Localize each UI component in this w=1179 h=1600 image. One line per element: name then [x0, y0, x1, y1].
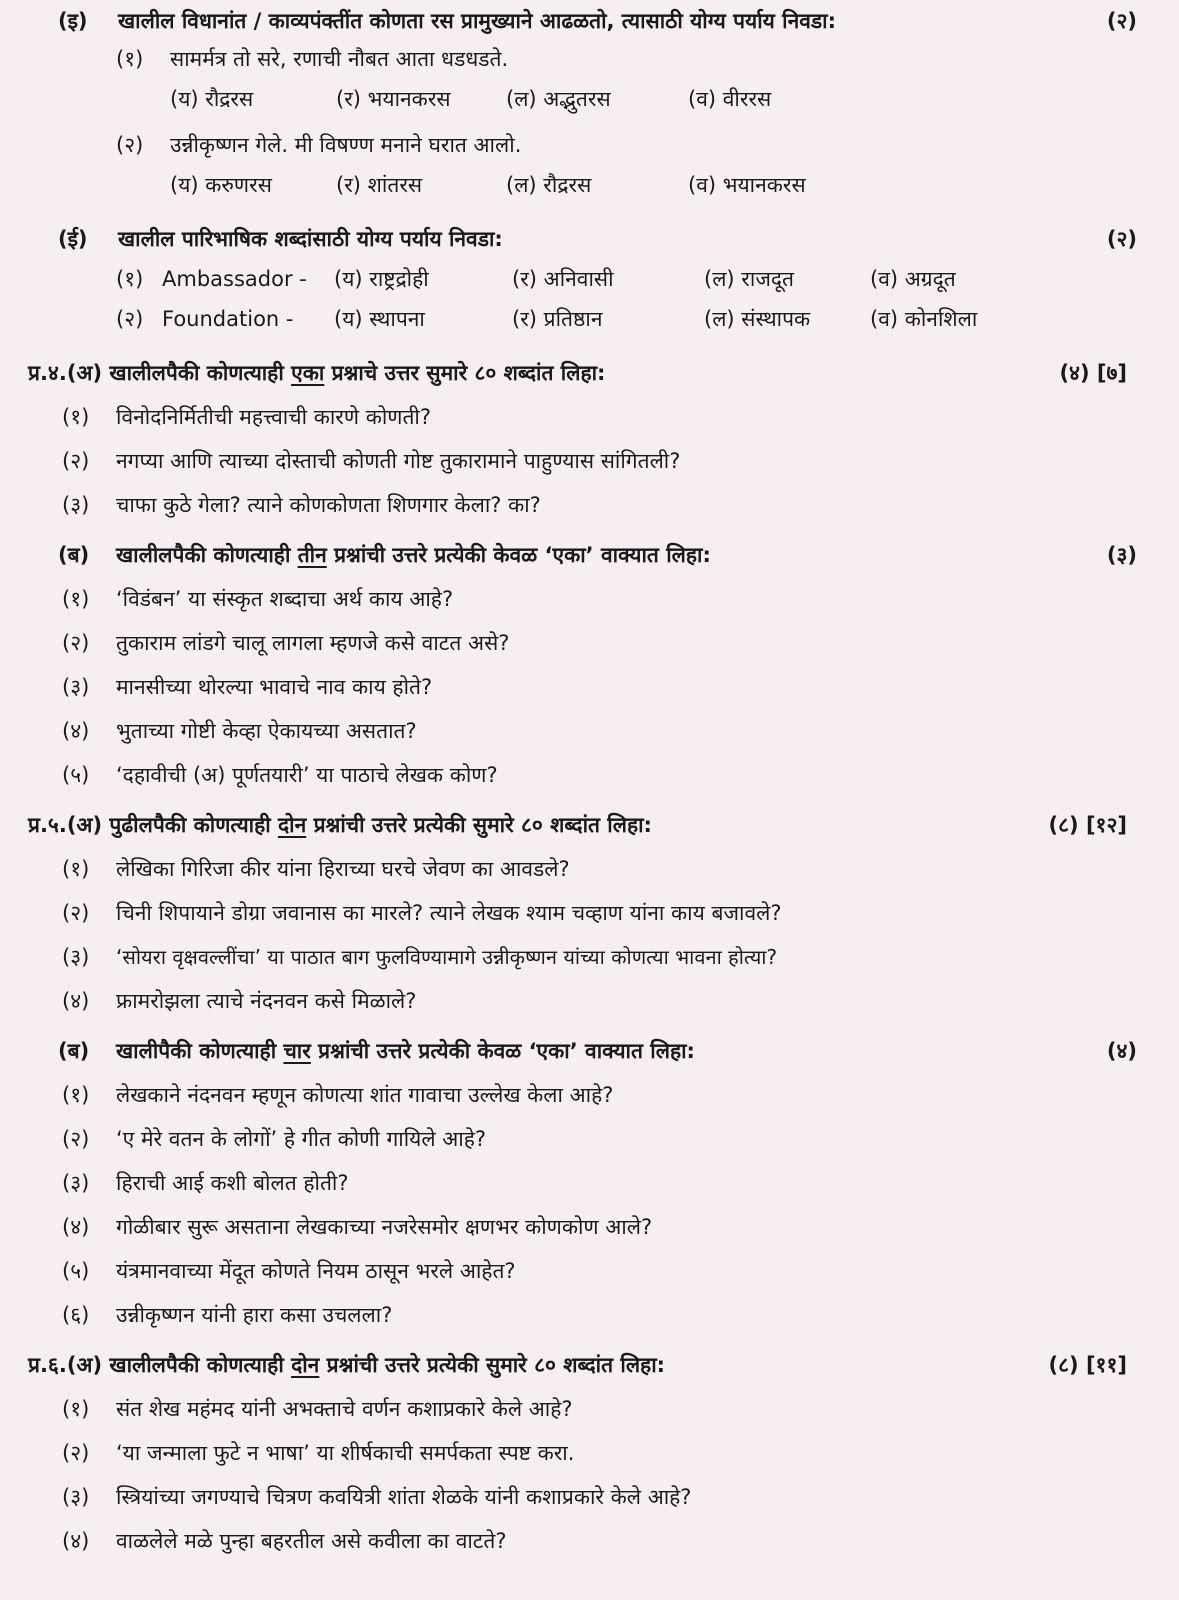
- question-number: (१): [116, 267, 144, 291]
- q5a-heading: [28, 804, 652, 846]
- section-label: (इ): [58, 9, 88, 33]
- option: (व) अग्रदूत: [870, 267, 956, 291]
- question-number: (२): [62, 1441, 90, 1465]
- instruction-part: खालीलपैकी कोणत्याही: [109, 361, 284, 385]
- question-number: (२): [62, 901, 90, 925]
- question-label: प्र.४.(अ): [28, 361, 103, 385]
- question-text: नगप्या आणि त्याच्या दोस्ताची कोणती गोष्ट तुकारामाने पाहुण्यास सांगितली?: [116, 449, 681, 473]
- question-text: यंत्रमानवाच्या मेंदूत कोणते नियम ठासून भरले आहेत?: [116, 1259, 516, 1283]
- option: (र) अनिवासी: [512, 267, 614, 291]
- option: (र) भयानकरस: [336, 87, 451, 111]
- option: (ल) अद्भुतरस: [506, 87, 611, 111]
- marks: (३): [1106, 543, 1137, 567]
- question-number: (४): [62, 1215, 90, 1239]
- instruction-part: खालीपैकी कोणत्याही: [116, 1039, 277, 1063]
- question-number: (४): [62, 719, 90, 743]
- question-text: फ्रामरोझला त्याचे नंदनवन कसे मिळाले?: [116, 989, 417, 1013]
- option: (य) स्थापना: [334, 307, 425, 331]
- question-text: गोळीबार सुरू असताना लेखकाच्या नजरेसमोर क्षणभर कोणकोण आले?: [116, 1215, 653, 1239]
- option: (ल) राजदूत: [704, 267, 795, 291]
- question-text: उन्नीकृष्णन गेले. मी विषण्ण मनाने घरात आलो.: [170, 133, 522, 157]
- instruction-part: पुढीलपैकी कोणत्याही: [109, 813, 271, 837]
- question-number: (१): [116, 47, 144, 71]
- question-label: प्र.५.(अ): [28, 813, 103, 837]
- question-text: लेखिका गिरिजा कीर यांना हिराच्या घरचे जेवण का आवडले?: [116, 857, 570, 881]
- question-text: मानसीच्या थोरल्या भावाचे नाव काय होते?: [116, 675, 433, 699]
- question-label: (ब): [58, 543, 90, 567]
- option: (र) शांतरस: [336, 173, 423, 197]
- instruction-part: प्रश्नांची उत्तरे प्रत्येकी सुमारे ८० शब्दांत लिहा:: [326, 1353, 666, 1377]
- question-text: तुकाराम लांडगे चालू लागला म्हणजे कसे वाटत असे?: [116, 631, 510, 655]
- question-number: (१): [62, 405, 90, 429]
- section-instruction: खालील पारिभाषिक शब्दांसाठी योग्य पर्याय निवडा:: [118, 227, 503, 251]
- question-number: (३): [62, 493, 90, 517]
- option: (र) प्रतिष्ठान: [512, 307, 603, 331]
- question-text: चिनी शिपायाने डोग्रा जवानास का मारले? त्याने लेखक श्याम चव्हाण यांना काय बजावले?: [116, 901, 782, 925]
- question-number: (३): [62, 675, 90, 699]
- instruction-part: खालीलपैकी कोणत्याही: [109, 1353, 284, 1377]
- instruction-part: प्रश्नांची उत्तरे प्रत्येकी सुमारे ८० शब्दांत लिहा:: [313, 813, 652, 837]
- options-row: [170, 78, 870, 120]
- term-row: [116, 298, 1076, 340]
- question-text: ‘ए मेरे वतन के लोगों’ हे गीत कोणी गायिले आहे?: [116, 1127, 487, 1151]
- question-number: (२): [116, 133, 144, 157]
- options-row: [170, 164, 870, 206]
- question-text: लेखकाने नंदनवन म्हणून कोणत्या शांत गावाचा उल्लेख केला आहे?: [116, 1083, 614, 1107]
- underlined-word: एका: [291, 361, 325, 385]
- q4a-heading: [28, 352, 605, 394]
- marks: (४) [७]: [1059, 361, 1127, 385]
- question-number: (६): [62, 1303, 90, 1327]
- question-text: भुताच्या गोष्टी केव्हा ऐकायच्या असतात?: [116, 719, 417, 743]
- question-text: हिराची आई कशी बोलत होती?: [116, 1171, 349, 1195]
- underlined-word: दोन: [291, 1353, 320, 1377]
- question-text: चाफा कुठे गेला? त्याने कोणकोणता शिणगार केला? का?: [116, 493, 541, 517]
- marks: (४): [1106, 1039, 1137, 1063]
- question-number: (५): [62, 1259, 90, 1283]
- option: (य) राष्ट्रद्रोही: [334, 267, 429, 291]
- question-number: (१): [62, 1397, 90, 1421]
- question-text: वाळलेले मळे पुन्हा बहरतील असे कवीला का वाटते?: [116, 1529, 507, 1553]
- question-text: स्त्रियांच्या जगण्याचे चित्रण कवयित्री शांता शेळके यांनी कशाप्रकारे केले आहे?: [116, 1485, 692, 1509]
- marks: (८) [११]: [1048, 1353, 1127, 1377]
- question-number: (१): [62, 587, 90, 611]
- option: (व) कोनशिला: [870, 307, 978, 331]
- instruction-part: प्रश्नांची उत्तरे प्रत्येकी केवळ ‘एका’ वाक्यात लिहा:: [318, 1039, 695, 1063]
- question-label: (ब): [58, 1039, 90, 1063]
- marks: (२): [1106, 9, 1137, 33]
- marks: (२): [1106, 227, 1137, 251]
- term-row: [116, 258, 1076, 300]
- question-text: ‘सोयरा वृक्षवल्लींचा’ या पाठात बाग फुलविण्यामागे उन्नीकृष्णन यांच्या कोणत्या भावना होत्या?: [116, 945, 778, 969]
- option: (य) रौद्ररस: [170, 87, 254, 111]
- question-number: (२): [116, 307, 144, 331]
- question-number: (२): [62, 1127, 90, 1151]
- question-number: (४): [62, 989, 90, 1013]
- question-number: (५): [62, 763, 90, 787]
- question-number: (३): [62, 945, 90, 969]
- q6a-heading: [28, 1344, 665, 1386]
- question-text: उन्नीकृष्णन यांनी हारा कसा उचलला?: [116, 1303, 393, 1327]
- question-number: (३): [62, 1171, 90, 1195]
- question-text: सामर्मत्र तो सरे, रणाची नौबत आता धडधडते.: [170, 47, 509, 71]
- question-text: विनोदनिर्मितीची महत्त्वाची कारणे कोणती?: [116, 405, 432, 429]
- question-label: प्र.६.(अ): [28, 1353, 103, 1377]
- instruction-part: प्रश्नाचे उत्तर सुमारे ८० शब्दांत लिहा:: [331, 361, 606, 385]
- option: (व) भयानकरस: [688, 173, 806, 197]
- term: Ambassador -: [162, 267, 307, 291]
- question-number: (३): [62, 1485, 90, 1509]
- option: (य) करुणरस: [170, 173, 272, 197]
- option: (ल) रौद्ररस: [506, 173, 592, 197]
- question-text: ‘विडंबन’ या संस्कृत शब्दाचा अर्थ काय आहे?: [116, 587, 454, 611]
- option: (ल) संस्थापक: [704, 307, 811, 331]
- question-text: संत शेख महंमद यांनी अभक्ताचे वर्णन कशाप्रकारे केले आहे?: [116, 1397, 573, 1421]
- question-number: (१): [62, 857, 90, 881]
- marks: (८) [१२]: [1048, 813, 1127, 837]
- question-number: (२): [62, 631, 90, 655]
- section-instruction: खालील विधानांत / काव्यपंक्तींत कोणता रस प्रामुख्याने आढळतो, त्यासाठी योग्य पर्याय निवडा:: [118, 9, 836, 33]
- question-text: ‘या जन्माला फुटे न भाषा’ या शीर्षकाची समर्पकता स्पष्ट करा.: [116, 1441, 575, 1465]
- instruction-part: प्रश्नांची उत्तरे प्रत्येकी केवळ ‘एका’ वाक्यात लिहा:: [334, 543, 711, 567]
- option: (व) वीररस: [688, 87, 772, 111]
- underlined-word: तीन: [297, 543, 327, 567]
- question-number: (२): [62, 449, 90, 473]
- underlined-word: चार: [283, 1039, 311, 1063]
- question-number: (१): [62, 1083, 90, 1107]
- instruction-part: खालीलपैकी कोणत्याही: [116, 543, 291, 567]
- term: Foundation -: [162, 307, 294, 331]
- question-number: (४): [62, 1529, 90, 1553]
- underlined-word: दोन: [278, 813, 307, 837]
- question-text: ‘दहावीची (अ) पूर्णतयारी’ या पाठाचे लेखक कोण?: [116, 763, 498, 787]
- section-label: (ई): [58, 227, 88, 251]
